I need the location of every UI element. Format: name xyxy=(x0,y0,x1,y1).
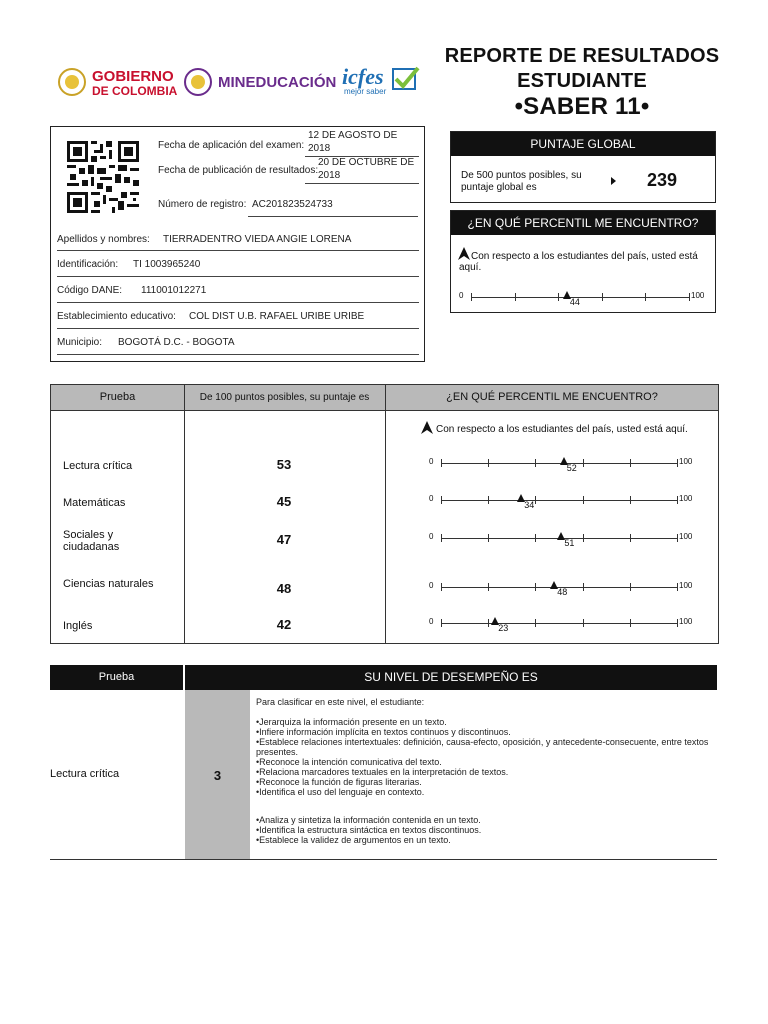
colombia-seal-icon xyxy=(58,68,86,96)
list-item: •Reconoce la función de figuras literarias. xyxy=(256,777,422,787)
publication-date-label: Fecha de publicación de resultados: xyxy=(158,165,319,176)
test-score: 47 xyxy=(276,532,292,547)
pointer-icon xyxy=(421,421,433,434)
test-percentile-scale xyxy=(429,491,697,511)
scale-tick xyxy=(488,496,489,504)
scale-min-label: 0 xyxy=(429,581,434,590)
scale-tick xyxy=(488,619,489,627)
list-item: •Reconoce la intención comunicativa del texto. xyxy=(256,757,442,767)
percentile-marker-label: 44 xyxy=(569,297,580,307)
gobierno-logo-line1: GOBIERNO xyxy=(92,68,174,85)
scale-tick xyxy=(471,293,472,301)
scale-tick xyxy=(515,293,516,301)
global-percentile-scale xyxy=(459,288,709,308)
city-value: BOGOTÁ D.C. - BOGOTA xyxy=(118,337,235,348)
bullet-list-a xyxy=(256,717,716,797)
scale-tick xyxy=(630,496,631,504)
scale-tick xyxy=(583,583,584,591)
scale-min-label: 0 xyxy=(429,494,434,503)
scale-tick xyxy=(677,459,678,467)
performance-description xyxy=(256,697,716,845)
scale-tick xyxy=(441,583,442,591)
student-info-box xyxy=(50,126,425,362)
exam-date-label: Fecha de aplicación del examen: xyxy=(158,140,305,151)
scale-tick xyxy=(689,293,690,301)
scale-tick xyxy=(535,496,536,504)
tests-score-table xyxy=(50,384,719,644)
report-title-line3: •SABER 11• xyxy=(514,93,650,120)
scale-tick xyxy=(488,583,489,591)
check-icon xyxy=(392,66,420,92)
test-percentile-scale xyxy=(429,614,697,634)
test-score: 48 xyxy=(276,581,292,596)
arrow-right-icon xyxy=(611,177,616,185)
list-item: •Relaciona marcadores textuales en la interpretación de textos. xyxy=(256,767,509,777)
scale-tick xyxy=(535,583,536,591)
global-score-label: De 500 puntos posibles, su puntaje global es xyxy=(461,170,582,193)
test-score: 45 xyxy=(276,494,292,509)
percentile-marker-label: 51 xyxy=(564,538,575,548)
test-score: 53 xyxy=(276,457,292,472)
scale-tick xyxy=(441,496,442,504)
col-header-percentile: ¿EN QUÉ PERCENTIL ME ENCUENTRO? xyxy=(386,385,718,410)
scale-tick xyxy=(583,534,584,542)
global-percentile-panel xyxy=(450,210,716,313)
student-name-label: Apellidos y nombres: xyxy=(57,234,150,245)
scale-max-label: 100 xyxy=(679,617,693,626)
icfes-tagline: mejor saber xyxy=(344,87,387,96)
identification-value: TI 1003965240 xyxy=(133,259,201,270)
scale-min-label: 0 xyxy=(429,617,434,626)
scale-tick xyxy=(583,459,584,467)
test-percentile-scale xyxy=(429,529,697,549)
scale-tick xyxy=(677,583,678,591)
report-title-line2: ESTUDIANTE xyxy=(517,70,647,92)
list-item: •Analiza y sintetiza la información contenida en un texto. xyxy=(256,815,481,825)
list-item: •Infiere información implícita en textos continuos y discontinuos. xyxy=(256,727,511,737)
qr-code xyxy=(67,141,139,213)
scale-min-label: 0 xyxy=(429,532,434,541)
scale-tick xyxy=(535,619,536,627)
scale-axis xyxy=(441,623,677,624)
col-header-test: Prueba xyxy=(51,385,184,410)
test-percentile-scale xyxy=(429,454,697,474)
test-score: 42 xyxy=(276,617,292,632)
dane-code-value: 111001012271 xyxy=(141,285,207,296)
scale-tick xyxy=(583,496,584,504)
publication-date-value: 20 DE OCTUBRE DE 2018 xyxy=(318,157,415,181)
scale-tick xyxy=(630,459,631,467)
scale-tick xyxy=(677,619,678,627)
scale-tick xyxy=(488,534,489,542)
identification-label: Identificación: xyxy=(57,259,119,270)
scale-tick xyxy=(583,619,584,627)
scale-max-label: 100 xyxy=(679,494,693,503)
scale-axis xyxy=(441,500,677,501)
scale-min-label: 0 xyxy=(459,291,464,300)
test-name: Matemáticas xyxy=(63,497,126,509)
scale-max-label: 100 xyxy=(679,457,693,466)
list-item: •Identifica la estructura sintáctica en textos discontinuos. xyxy=(256,825,482,835)
scale-max-label: 100 xyxy=(691,291,705,300)
list-item: •Establece relaciones intertextuales: definición, causa-efecto, oposición, y antecedente-consecuente, entre textos presentes. xyxy=(256,737,709,757)
scale-tick xyxy=(645,293,646,301)
scale-min-label: 0 xyxy=(429,457,434,466)
global-score-heading: PUNTAJE GLOBAL xyxy=(451,132,715,156)
global-percentile-text: Con respecto a los estudiantes del país, usted está aquí. xyxy=(459,251,698,273)
scale-tick xyxy=(488,459,489,467)
scale-axis xyxy=(471,297,689,298)
bullet-list-b xyxy=(256,815,716,845)
scale-tick xyxy=(677,496,678,504)
report-title xyxy=(440,44,724,120)
school-label: Establecimiento educativo: xyxy=(57,311,176,322)
scale-tick xyxy=(630,534,631,542)
mineducacion-logo-text: MINEDUCACIÓN xyxy=(218,74,337,91)
global-percentile-heading: ¿EN QUÉ PERCENTIL ME ENCUENTRO? xyxy=(451,211,715,235)
test-percentile-scale xyxy=(429,578,697,598)
percentile-marker-label: 23 xyxy=(498,623,509,633)
test-name: Inglés xyxy=(63,620,93,632)
exam-date-value: 12 DE AGOSTO DE 2018 xyxy=(308,130,398,154)
scale-tick xyxy=(441,534,442,542)
list-item: •Identifica el uso del lenguaje en contexto. xyxy=(256,787,425,797)
scale-tick xyxy=(535,459,536,467)
scale-tick xyxy=(677,534,678,542)
scale-tick xyxy=(602,293,603,301)
performance-intro: Para clasificar en este nivel, el estudiante: xyxy=(256,697,425,707)
percentile-marker-label: 34 xyxy=(524,500,535,510)
gobierno-logo xyxy=(58,66,178,100)
scale-tick xyxy=(441,619,442,627)
scale-max-label: 100 xyxy=(679,532,693,541)
scale-tick xyxy=(630,619,631,627)
performance-table xyxy=(50,665,717,860)
report-title-line1: REPORTE DE RESULTADOS xyxy=(444,45,720,67)
list-item: •Establece la validez de argumentos en un texto. xyxy=(256,835,451,845)
col-header-score: De 100 puntos posibles, su puntaje es xyxy=(184,385,385,410)
performance-level-value: 3 xyxy=(213,768,222,783)
test-name: Sociales y ciudadanas xyxy=(63,529,120,553)
school-value: COL DIST U.B. RAFAEL URIBE URIBE xyxy=(189,311,365,322)
dane-code-label: Código DANE: xyxy=(57,285,123,296)
scale-tick xyxy=(630,583,631,591)
icfes-logo-text: icfes xyxy=(342,64,384,89)
scale-tick xyxy=(441,459,442,467)
percentile-marker-label: 52 xyxy=(566,463,577,473)
percentile-marker-label: 48 xyxy=(557,587,568,597)
scale-max-label: 100 xyxy=(679,581,693,590)
icfes-logo xyxy=(342,62,422,100)
test-name: Ciencias naturales xyxy=(63,578,154,590)
global-score-value: 239 xyxy=(647,170,678,190)
scale-tick xyxy=(558,293,559,301)
performance-test-name: Lectura crítica xyxy=(50,768,120,780)
gobierno-logo-line2: DE COLOMBIA xyxy=(92,84,178,98)
student-name-value: TIERRADENTRO VIEDA ANGIE LORENA xyxy=(163,234,352,245)
city-label: Municipio: xyxy=(57,337,103,348)
col-header-test: Prueba xyxy=(50,665,183,690)
global-score-panel xyxy=(450,131,716,203)
tests-percentile-text: Con respecto a los estudiantes del país, usted está aquí. xyxy=(436,424,688,435)
registration-label: Número de registro: xyxy=(158,199,247,210)
registration-value: AC201823524733 xyxy=(252,199,333,210)
mineducacion-logo xyxy=(184,66,337,100)
test-name: Lectura crítica xyxy=(63,460,133,472)
col-header-level: SU NIVEL DE DESEMPEÑO ES xyxy=(185,665,717,690)
list-item: •Jerarquiza la información presente en un texto. xyxy=(256,717,447,727)
scale-tick xyxy=(535,534,536,542)
colombia-seal-icon xyxy=(184,68,212,96)
